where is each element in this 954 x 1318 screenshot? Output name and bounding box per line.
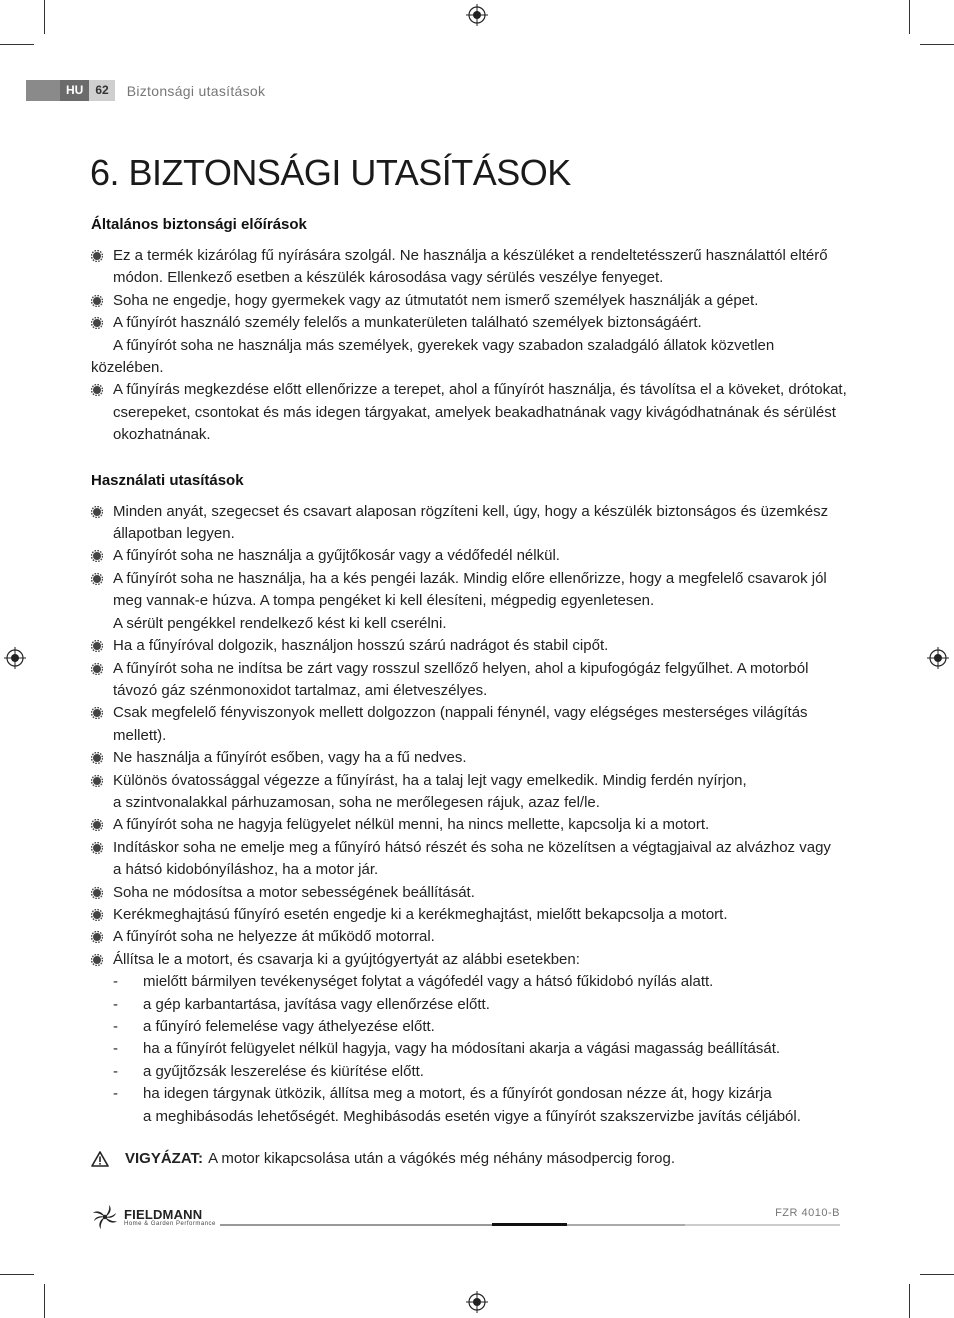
list-item — [91, 949, 851, 971]
list-continuation: közelében. — [91, 359, 164, 377]
gear-bullet-icon — [91, 384, 103, 396]
warning-label: VIGYÁZAT: — [125, 1150, 204, 1167]
list-line: a gyűjtőzsák leszerelése és kiürítése előtt. — [143, 1062, 424, 1080]
warning-text: A motor kikapcsolása után a vágókés még néhány másodpercig forog. — [208, 1150, 675, 1167]
list-item — [91, 702, 851, 747]
brand-name: FIELDMANN — [124, 1206, 203, 1222]
list-item — [91, 501, 851, 546]
list-item — [91, 926, 851, 948]
gear-bullet-icon — [91, 954, 103, 966]
list-item — [91, 312, 851, 357]
list-line: A fűnyírót soha ne használja más személyek, gyerekek vagy szabadon szaladgáló állatok közvetlen — [113, 336, 775, 354]
page-number: 62 — [89, 80, 114, 101]
section-heading-general: Általános biztonsági előírások — [91, 216, 307, 233]
list-line: a fűnyíró felemelése vagy áthelyezése előtt. — [143, 1018, 435, 1035]
list-line: meg vannak-e húzva. A tompa pengéket ki kell élesíteni, mégpedig egyenletesen. — [113, 592, 655, 610]
dash-item — [91, 971, 851, 993]
list-line: a meghibásodás lehetőségét. Meghibásodás esetén vigye a fűnyírót szakszervizbe javítás céljából. — [143, 1107, 801, 1125]
list-line: Ez a termék kizárólag fű nyírására szolgál. Ne használja a készüléket a rendeltetésszerű használattól eltérő — [113, 247, 828, 264]
warning-note — [91, 1150, 675, 1167]
crop-mark — [920, 44, 954, 45]
list-line: Indításkor soha ne emelje meg a fűnyíró hátsó részét és soha ne közelítsen a végtagjaival az alvázhoz vagy — [113, 838, 831, 856]
list-line: Ha a fűnyíróval dolgozik, használjon hosszú szárú nadrágot és stabil cipőt. — [113, 637, 609, 655]
footer-rule — [220, 1224, 492, 1226]
list-line: mellett). — [113, 726, 167, 744]
list-item — [91, 379, 851, 446]
registration-mark-icon — [4, 647, 26, 669]
gear-bullet-icon — [91, 887, 103, 899]
crop-mark — [920, 1274, 954, 1275]
fieldmann-swirl-logo-icon — [90, 1202, 120, 1232]
list-item — [91, 882, 851, 904]
gear-bullet-icon — [91, 775, 103, 787]
gear-bullet-icon — [91, 640, 103, 652]
list-line: A fűnyírás megkezdése előtt ellenőrizze a terepet, ahol a fűnyírót használja, és távolítsa el a köveket, drótokat, — [113, 381, 847, 399]
list-line: ha idegen tárgynak ütközik, állítsa meg a motort, és a fűnyírót gondosan nézze át, hogy kizárja — [143, 1085, 772, 1103]
dash-marker: - — [113, 1018, 118, 1035]
model-number: FZR 4010-B — [775, 1207, 840, 1219]
header-bar — [26, 80, 60, 101]
dash-marker: - — [113, 973, 118, 991]
list-item — [91, 770, 851, 815]
section-heading-usage: Használati utasítások — [91, 471, 244, 489]
list-item — [91, 545, 851, 567]
list-item — [91, 658, 851, 703]
registration-mark-icon — [927, 647, 949, 669]
brand-logo — [90, 1202, 216, 1232]
dash-marker: - — [113, 1085, 118, 1103]
footer-rule — [567, 1224, 685, 1226]
gear-bullet-icon — [91, 663, 103, 675]
usage-list — [91, 501, 851, 972]
brand-tagline: Home & Garden Performance — [124, 1220, 216, 1227]
list-line: Csak megfelelő fényviszonyok mellett dolgozzon (nappali fénynél, vagy elégséges mesterséges világítás — [113, 704, 808, 722]
registration-mark-icon — [466, 1291, 488, 1313]
crop-mark — [0, 44, 34, 45]
warning-triangle-icon — [91, 1151, 109, 1167]
list-line: Minden anyát, szegecset és csavart alaposan rögzíteni kell, úgy, hogy a készülék biztonságos és üzemkész — [113, 502, 829, 520]
registration-mark-icon — [466, 4, 488, 26]
list-item — [91, 635, 851, 657]
list-line: távozó gáz szénmonoxidot tartalmaz, ami életveszélyes. — [113, 681, 488, 699]
list-line: Állítsa le a motort, és csavarja ki a gyújtógyertyát az alábbi esetekben: — [113, 950, 580, 968]
dash-item — [91, 1061, 851, 1083]
list-line: Ne használja a fűnyírót esőben, vagy ha a fű nedves. — [113, 749, 467, 767]
footer-rule-accent — [492, 1223, 567, 1226]
general-list-cont — [91, 379, 851, 446]
list-line: Soha ne engedje, hogy gyermekek vagy az útmutatót nem ismerő személyek használják a gépet. — [113, 291, 759, 309]
list-line: mielőtt bármilyen tevékenységet folytat a vágófedél vagy a hátsó fűkidobó nyílás alatt. — [143, 973, 714, 991]
list-line: ha a fűnyírót felügyelet nélkül hagyja, vagy ha módosítani akarja a vágási magasság beállítását. — [143, 1040, 781, 1058]
crop-mark — [909, 0, 910, 34]
gear-bullet-icon — [91, 752, 103, 764]
list-line: A fűnyírót használó személy felelős a munkaterületen található személyek biztonságáért. — [113, 314, 702, 332]
gear-bullet-icon — [91, 317, 103, 329]
list-line: Soha ne módosítsa a motor sebességének beállítását. — [113, 883, 475, 901]
dash-item — [91, 994, 851, 1016]
list-line: a szintvonalakkal párhuzamosan, soha ne merőlegesen rájuk, azaz fel/le. — [113, 793, 600, 811]
gear-bullet-icon — [91, 550, 103, 562]
section-title: Biztonsági utasítások — [126, 82, 266, 99]
list-item — [91, 747, 851, 769]
gear-bullet-icon — [91, 506, 103, 518]
list-line: A fűnyírót soha ne helyezze át működő motorral. — [113, 928, 435, 946]
list-item — [91, 245, 851, 290]
gear-bullet-icon — [91, 250, 103, 262]
list-line: Kerékmeghajtású fűnyíró esetén engedje ki a kerékmeghajtást, mielőtt bekapcsolja a motort. — [113, 905, 728, 923]
gear-bullet-icon — [91, 573, 103, 585]
page-header — [26, 80, 265, 101]
list-line: a gép karbantartása, javítása vagy ellenőrzése előtt. — [143, 995, 490, 1013]
crop-mark — [44, 0, 45, 34]
main-content — [91, 214, 851, 1128]
list-line: cserepeket, csontokat és más idegen tárgyakat, amelyek beakadhatnának vagy kivágódhatnának és sérülést — [113, 403, 836, 421]
gear-bullet-icon — [91, 931, 103, 943]
page-title: 6. BIZTONSÁGI UTASÍTÁSOK — [90, 152, 571, 193]
list-line: Különös óvatossággal végezze a fűnyírást, ha a talaj lejt vagy emelkedik. Mindig ferdén nyírjon, — [113, 771, 747, 789]
dash-item — [91, 1038, 851, 1060]
list-line: a hátsó kidobónyíláshoz, ha a motor jár. — [113, 861, 379, 879]
list-item — [91, 290, 851, 312]
list-line: A fűnyírót soha ne hagyja felügyelet nélkül menni, ha nincs mellette, kapcsolja ki a motort. — [113, 816, 710, 834]
dash-marker: - — [113, 995, 118, 1013]
list-line: A fűnyírót soha ne használja a gyűjtőkosár vagy a védőfedél nélkül. — [113, 547, 560, 565]
crop-mark — [0, 1274, 34, 1275]
list-item — [91, 837, 851, 882]
footer-rule — [685, 1224, 840, 1226]
list-line: okozhatnának. — [113, 426, 211, 444]
crop-mark — [909, 1284, 910, 1318]
gear-bullet-icon — [91, 295, 103, 307]
list-line: A sérült pengékkel rendelkező kést ki kell cserélni. — [113, 614, 447, 632]
list-line: A fűnyírót soha ne használja, ha a kés pengéi lazák. Mindig előre ellenőrizze, hogy a megfelelő csavarok jól — [113, 569, 827, 587]
dash-item — [91, 1016, 851, 1038]
dash-marker: - — [113, 1040, 118, 1058]
dash-item — [91, 1083, 851, 1128]
list-line: A fűnyírót soha ne indítsa be zárt vagy rosszul szellőző helyen, ahol a kipufogógáz felgyűlhet. A motorból — [113, 659, 809, 677]
general-list — [91, 245, 851, 357]
list-item — [91, 814, 851, 836]
gear-bullet-icon — [91, 909, 103, 921]
crop-mark — [44, 1284, 45, 1318]
list-item — [91, 904, 851, 926]
gear-bullet-icon — [91, 819, 103, 831]
dash-list — [91, 971, 851, 1128]
list-line: módon. Ellenkező esetben a készülék károsodása vagy sérülés veszélye fenyeget. — [113, 269, 664, 287]
gear-bullet-icon — [91, 842, 103, 854]
dash-marker: - — [113, 1062, 118, 1080]
language-code: HU — [60, 80, 89, 101]
list-line: állapotban legyen. — [113, 525, 235, 543]
list-item — [91, 568, 851, 635]
gear-bullet-icon — [91, 707, 103, 719]
